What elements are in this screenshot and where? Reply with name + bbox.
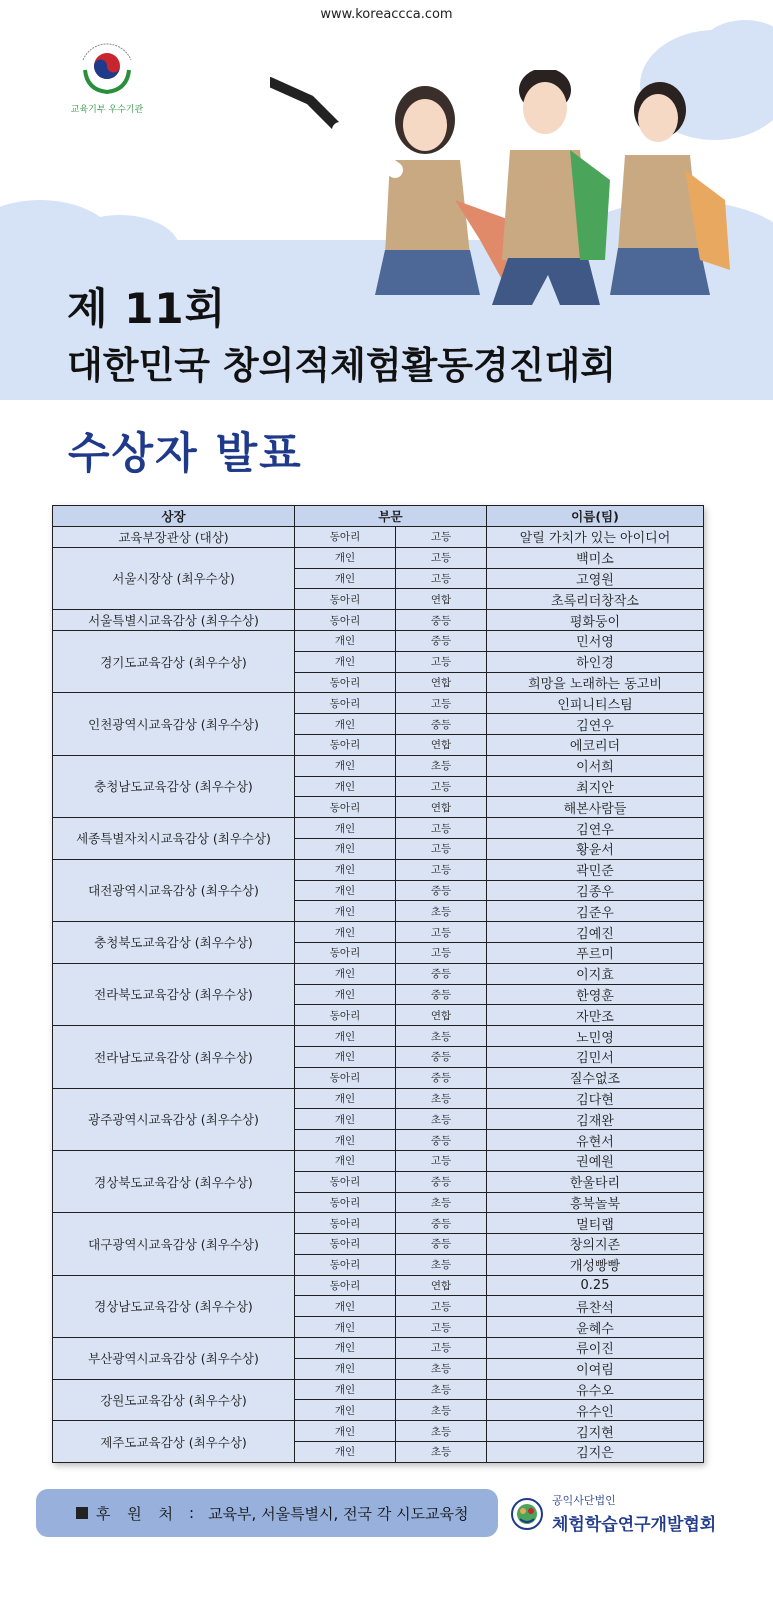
name-cell: 푸르미 [487, 942, 704, 963]
name-cell: 최지안 [487, 776, 704, 797]
name-cell: 권예원 [487, 1150, 704, 1171]
category-cell: 개인 [295, 922, 396, 943]
table-row [53, 1421, 704, 1442]
name-cell: 김종우 [487, 880, 704, 901]
name-cell: 개성빵빵 [487, 1254, 704, 1275]
award-cell: 부산광역시교육감상 (최우수상) [53, 1338, 295, 1380]
name-cell: 김준우 [487, 901, 704, 922]
square-bullet-icon [76, 1507, 88, 1519]
level-cell: 연합 [396, 734, 487, 755]
award-cell: 충청북도교육감상 (최우수상) [53, 922, 295, 964]
donation-logo [62, 40, 152, 115]
award-cell: 광주광역시교육감상 (최우수상) [53, 1088, 295, 1150]
category-cell: 개인 [295, 1088, 396, 1109]
level-cell: 고등 [396, 1338, 487, 1359]
table-row [53, 1379, 704, 1400]
category-cell: 개인 [295, 1379, 396, 1400]
category-cell: 동아리 [295, 672, 396, 693]
level-cell: 중등 [396, 1171, 487, 1192]
sponsor-label: 후 원 처 [96, 1504, 180, 1523]
level-cell: 고등 [396, 568, 487, 589]
name-cell: 유현서 [487, 1130, 704, 1151]
level-cell: 중등 [396, 714, 487, 735]
award-cell: 세종특별자치시교육감상 (최우수상) [53, 818, 295, 860]
name-cell: 민서영 [487, 630, 704, 651]
event-edition-title: 제 11회 [67, 284, 227, 333]
level-cell: 초등 [396, 1088, 487, 1109]
level-cell: 중등 [396, 1213, 487, 1234]
sponsor-separator: : [189, 1504, 195, 1522]
name-cell: 김재완 [487, 1109, 704, 1130]
category-cell: 개인 [295, 1046, 396, 1067]
name-cell: 김다현 [487, 1088, 704, 1109]
organizer-type: 공익사단법인 [552, 1494, 616, 1507]
name-cell: 유수인 [487, 1400, 704, 1421]
header-division: 부문 [295, 506, 487, 527]
name-cell: 한영훈 [487, 984, 704, 1005]
name-cell: 김지현 [487, 1421, 704, 1442]
name-cell: 자만조 [487, 1005, 704, 1026]
name-cell: 유수오 [487, 1379, 704, 1400]
site-url[interactable]: www.koreaccca.com [320, 7, 453, 22]
category-cell: 개인 [295, 838, 396, 859]
logo-caption: 교육기부 우수기관 [70, 105, 144, 115]
announce-heading: 수상자 발표 [68, 429, 303, 479]
level-cell: 고등 [396, 547, 487, 568]
table-row [53, 755, 704, 776]
level-cell: 중등 [396, 880, 487, 901]
level-cell: 연합 [396, 672, 487, 693]
level-cell: 고등 [396, 1296, 487, 1317]
name-cell: 이서희 [487, 755, 704, 776]
level-cell: 고등 [396, 859, 487, 880]
name-cell: 류이진 [487, 1338, 704, 1359]
category-cell: 개인 [295, 630, 396, 651]
level-cell: 초등 [396, 1026, 487, 1047]
organizer [510, 1492, 716, 1535]
level-cell: 초등 [396, 1192, 487, 1213]
category-cell: 개인 [295, 984, 396, 1005]
category-cell: 개인 [295, 818, 396, 839]
name-cell: 흥북놀북 [487, 1192, 704, 1213]
category-cell: 동아리 [295, 1213, 396, 1234]
category-cell: 개인 [295, 755, 396, 776]
category-cell: 개인 [295, 1421, 396, 1442]
category-cell: 개인 [295, 963, 396, 984]
level-cell: 연합 [396, 589, 487, 610]
category-cell: 동아리 [295, 1254, 396, 1275]
level-cell: 고등 [396, 922, 487, 943]
category-cell: 개인 [295, 1400, 396, 1421]
level-cell: 중등 [396, 610, 487, 631]
table-row [53, 1213, 704, 1234]
name-cell: 김연우 [487, 714, 704, 735]
name-cell: 이여림 [487, 1358, 704, 1379]
award-cell: 강원도교육감상 (최우수상) [53, 1379, 295, 1421]
table-row [53, 1338, 704, 1359]
name-cell: 하인경 [487, 651, 704, 672]
taegeuk-logo-icon [75, 40, 139, 98]
name-cell: 류찬석 [487, 1296, 704, 1317]
name-cell: 고영원 [487, 568, 704, 589]
category-cell: 동아리 [295, 1005, 396, 1026]
award-cell: 인천광역시교육감상 (최우수상) [53, 693, 295, 755]
table-row [53, 630, 704, 651]
category-cell: 개인 [295, 547, 396, 568]
level-cell: 중등 [396, 1067, 487, 1088]
cloud-shape [60, 215, 180, 285]
level-cell: 고등 [396, 838, 487, 859]
level-cell: 중등 [396, 1130, 487, 1151]
awards-table [52, 505, 704, 1463]
category-cell: 동아리 [295, 1067, 396, 1088]
level-cell: 고등 [396, 651, 487, 672]
level-cell: 초등 [396, 901, 487, 922]
category-cell: 동아리 [295, 942, 396, 963]
level-cell: 고등 [396, 1317, 487, 1338]
category-cell: 개인 [295, 901, 396, 922]
level-cell: 중등 [396, 984, 487, 1005]
category-cell: 개인 [295, 1109, 396, 1130]
name-cell: 김예진 [487, 922, 704, 943]
level-cell: 초등 [396, 1109, 487, 1130]
category-cell: 동아리 [295, 589, 396, 610]
category-cell: 동아리 [295, 527, 396, 548]
category-cell: 개인 [295, 1296, 396, 1317]
name-cell: 멀티랩 [487, 1213, 704, 1234]
award-cell: 충청남도교육감상 (최우수상) [53, 755, 295, 817]
level-cell: 중등 [396, 963, 487, 984]
category-cell: 동아리 [295, 610, 396, 631]
level-cell: 초등 [396, 1400, 487, 1421]
award-cell: 경상북도교육감상 (최우수상) [53, 1150, 295, 1212]
name-cell: 알릴 가치가 있는 아이디어 [487, 527, 704, 548]
awards-table-body [53, 527, 704, 1463]
name-cell: 평화둥이 [487, 610, 704, 631]
sponsor-box [36, 1489, 498, 1537]
category-cell: 동아리 [295, 734, 396, 755]
table-row [53, 859, 704, 880]
name-cell: 0.25 [487, 1275, 704, 1296]
name-cell: 해본사람들 [487, 797, 704, 818]
level-cell: 고등 [396, 942, 487, 963]
category-cell: 개인 [295, 776, 396, 797]
table-row [53, 922, 704, 943]
level-cell: 초등 [396, 1421, 487, 1442]
category-cell: 개인 [295, 568, 396, 589]
table-row [53, 1275, 704, 1296]
level-cell: 초등 [396, 755, 487, 776]
table-row [53, 610, 704, 631]
level-cell: 초등 [396, 1358, 487, 1379]
table-row [53, 693, 704, 714]
award-cell: 제주도교육감상 (최우수상) [53, 1421, 295, 1463]
name-cell: 이지효 [487, 963, 704, 984]
category-cell: 개인 [295, 1338, 396, 1359]
table-row [53, 1150, 704, 1171]
organizer-name: 체험학습연구개발협회 [552, 1515, 717, 1535]
level-cell: 중등 [396, 630, 487, 651]
category-cell: 개인 [295, 1130, 396, 1151]
award-cell: 대전광역시교육감상 (최우수상) [53, 859, 295, 921]
level-cell: 연합 [396, 797, 487, 818]
name-cell: 김민서 [487, 1046, 704, 1067]
name-cell: 황윤서 [487, 838, 704, 859]
name-cell: 질수없조 [487, 1067, 704, 1088]
award-cell: 경기도교육감상 (최우수상) [53, 630, 295, 692]
category-cell: 동아리 [295, 1192, 396, 1213]
award-cell: 교육부장관상 (대상) [53, 527, 295, 548]
name-cell: 김연우 [487, 818, 704, 839]
category-cell: 개인 [295, 1317, 396, 1338]
level-cell: 고등 [396, 818, 487, 839]
category-cell: 개인 [295, 1150, 396, 1171]
category-cell: 개인 [295, 714, 396, 735]
level-cell: 고등 [396, 693, 487, 714]
table-row [53, 1088, 704, 1109]
table-header-row [53, 506, 704, 527]
table-row [53, 527, 704, 548]
header-name: 이름(팀) [487, 506, 704, 527]
award-cell: 경상남도교육감상 (최우수상) [53, 1275, 295, 1337]
name-cell: 노민영 [487, 1026, 704, 1047]
students-illustration-icon [270, 70, 740, 310]
category-cell: 동아리 [295, 797, 396, 818]
level-cell: 고등 [396, 776, 487, 797]
level-cell: 고등 [396, 1150, 487, 1171]
level-cell: 고등 [396, 527, 487, 548]
organizer-emblem-icon [510, 1497, 544, 1531]
level-cell: 연합 [396, 1005, 487, 1026]
name-cell: 백미소 [487, 547, 704, 568]
category-cell: 동아리 [295, 1171, 396, 1192]
name-cell: 곽민준 [487, 859, 704, 880]
award-cell: 전라북도교육감상 (최우수상) [53, 963, 295, 1025]
category-cell: 개인 [295, 651, 396, 672]
name-cell: 인피니티스팀 [487, 693, 704, 714]
hero-banner [0, 0, 773, 400]
event-name-title: 대한민국 창의적체험활동경진대회 [67, 344, 617, 387]
name-cell: 한울타리 [487, 1171, 704, 1192]
name-cell: 김지은 [487, 1442, 704, 1463]
award-cell: 전라남도교육감상 (최우수상) [53, 1026, 295, 1088]
header-award: 상장 [53, 506, 295, 527]
level-cell: 초등 [396, 1379, 487, 1400]
level-cell: 초등 [396, 1254, 487, 1275]
table-row [53, 547, 704, 568]
table-row [53, 1026, 704, 1047]
name-cell: 에코리더 [487, 734, 704, 755]
category-cell: 동아리 [295, 693, 396, 714]
name-cell: 초록리더창작소 [487, 589, 704, 610]
level-cell: 연합 [396, 1275, 487, 1296]
category-cell: 개인 [295, 1358, 396, 1379]
category-cell: 동아리 [295, 1234, 396, 1255]
level-cell: 중등 [396, 1234, 487, 1255]
award-cell: 대구광역시교육감상 (최우수상) [53, 1213, 295, 1275]
category-cell: 개인 [295, 1442, 396, 1463]
category-cell: 동아리 [295, 1275, 396, 1296]
category-cell: 개인 [295, 859, 396, 880]
award-cell: 서울시장상 (최우수상) [53, 547, 295, 609]
level-cell: 초등 [396, 1442, 487, 1463]
name-cell: 희망을 노래하는 동고비 [487, 672, 704, 693]
award-cell: 서울특별시교육감상 (최우수상) [53, 610, 295, 631]
name-cell: 창의지존 [487, 1234, 704, 1255]
sponsor-list: 교육부, 서울특별시, 전국 각 시도교육청 [208, 1504, 469, 1523]
category-cell: 개인 [295, 880, 396, 901]
name-cell: 윤혜수 [487, 1317, 704, 1338]
category-cell: 개인 [295, 1026, 396, 1047]
table-row [53, 818, 704, 839]
level-cell: 중등 [396, 1046, 487, 1067]
table-row [53, 963, 704, 984]
